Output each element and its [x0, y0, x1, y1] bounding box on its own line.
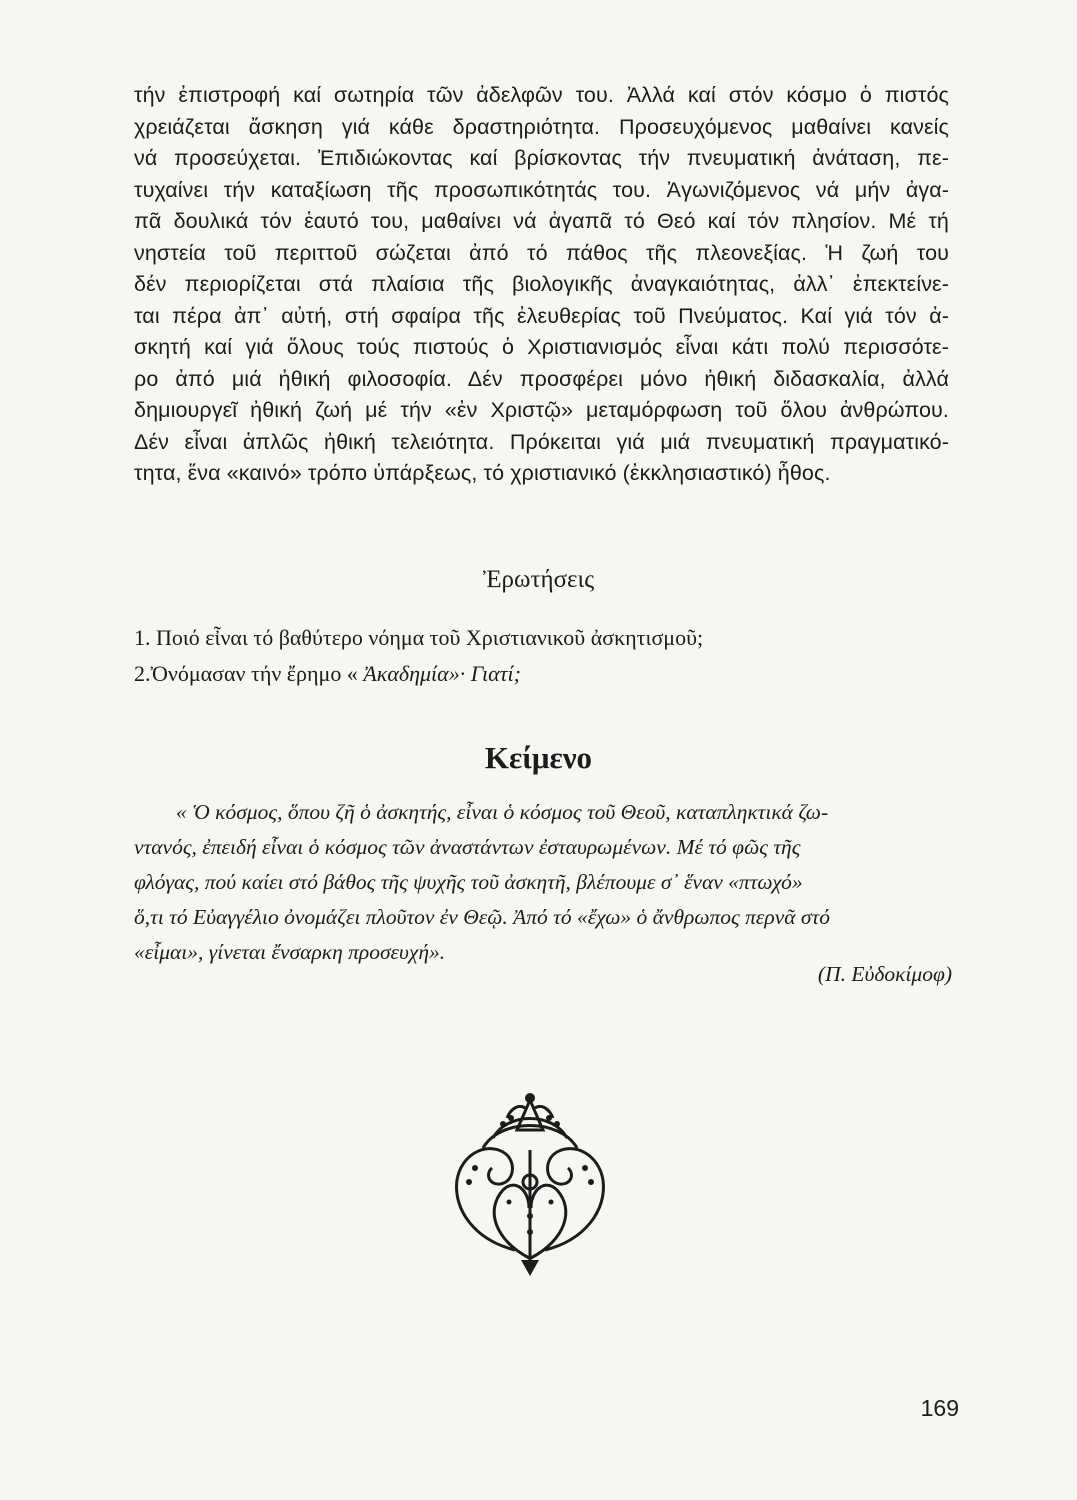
- quote-line: ντανός, ἐπειδή εἶναι ὁ κόσμος τῶν ἀναστάντων ἐσταυρωμένων. Μέ τό φῶς τῆς: [134, 835, 801, 859]
- question-number: 1.: [134, 625, 151, 650]
- body-line: Δέν εἶναι ἁπλῶς ἠθική τελειότητα. Πρόκειται γιά μιά πνευματική πραγματικό-: [134, 429, 949, 454]
- body-line: ται πέρα ἀπ᾽ αὐτή, στή σφαίρα τῆς ἐλευθερίας τοῦ Πνεύματος. Καί γιά τόν ἀ-: [134, 303, 949, 328]
- body-line: τητα, ἕνα «καινό» τρόπο ὑπάρξεως, τό χριστιανικό (ἐκκλησιαστικό) ἦθος.: [134, 461, 831, 485]
- body-line: ρο ἀπό μιά ἠθική φιλοσοφία. Δέν προσφέρει μόνο ἠθική διδασκαλία, ἀλλά: [134, 366, 949, 391]
- body-line: πᾶ δουλικά τόν ἑαυτό του, μαθαίνει νά ἀγαπᾶ τό Θεό καί τόν πλησίον. Μέ τή: [134, 209, 949, 233]
- question-item: [134, 620, 934, 656]
- question-item: [134, 656, 934, 692]
- quote-line: φλόγας, πού καίει στό βάθος τῆς ψυχῆς τοῦ ἀσκητῆ, βλέπουμε σ᾽ ἕναν «πτωχό»: [134, 870, 803, 894]
- text-heading: Κείμενο: [484, 740, 593, 775]
- body-line: δημιουργεῖ ἠθική ζωή μέ τήν «ἐν Χριστῷ» μεταμόρφωση τοῦ ὅλου ἀνθρώπου.: [134, 398, 949, 422]
- body-line: χρειάζεται ἄσκηση γιά κάθε δραστηριότητα. Προσευχόμενος μαθαίνει κανείς: [134, 114, 949, 139]
- body-line: σκητή καί γιά ὅλους τούς πιστούς ὁ Χριστιανισμός εἶναι κάτι πολύ περισσότε-: [134, 335, 949, 359]
- quote-line: «εἶμαι», γίνεται ἔνσαρκη προσευχή».: [134, 940, 446, 964]
- question-text: Ποιό εἶναι τό βαθύτερο νόημα τοῦ Χριστιανικοῦ ἀσκητισμοῦ;: [156, 625, 704, 650]
- body-line: τήν ἐπιστροφή καί σωτηρία τῶν ἀδελφῶν του. Ἀλλά καί στόν κόσμο ὁ πιστός: [134, 83, 949, 107]
- body-line: νά προσεύχεται. Ἐπιδιώκοντας καί βρίσκοντας τήν πνευματική ἀνάταση, πε-: [134, 146, 949, 170]
- quote-author: (Π. Εὐδοκίμοφ): [817, 962, 952, 986]
- floral-vignette-icon: [445, 1090, 615, 1280]
- body-line: τυχαίνει τήν καταξίωση τῆς προσωπικότητάς του. Ἀγωνιζόμενος νά μήν ἀγα-: [134, 177, 949, 202]
- questions-heading: Ἐρωτήσεις: [482, 566, 595, 593]
- body-line: νηστεία τοῦ περιττοῦ σώζεται ἀπό τό πάθος τῆς πλεονεξίας. Ἡ ζωή του: [134, 240, 949, 265]
- quote-line: « Ὁ κόσμος, ὅπου ζῆ ὁ ἀσκητής, εἶναι ὁ κόσμος τοῦ Θεοῦ, καταπληκτικά ζω-: [176, 800, 829, 824]
- question-italic: Ἀκαδημία»· Γιατί;: [363, 661, 521, 686]
- page-number: 169: [920, 1395, 959, 1421]
- quote-line: ὅ,τι τό Εὐαγγέλιο ὀνομάζει πλοῦτον ἐν Θεῷ. Ἀπό τό «ἔχω» ὁ ἄνθρωπος περνᾶ στό: [134, 905, 830, 929]
- body-text: [134, 80, 949, 490]
- questions-list: [134, 620, 934, 692]
- question-text: Ὀνόμασαν τήν ἔρημο «: [150, 661, 364, 686]
- body-line: δέν περιορίζεται στά πλαίσια τῆς βιολογικῆς ἀναγκαιότητας, ἀλλ᾽ ἐπεκτείνε-: [134, 272, 949, 296]
- quote-block: [134, 795, 954, 970]
- question-number: 2.: [134, 661, 151, 686]
